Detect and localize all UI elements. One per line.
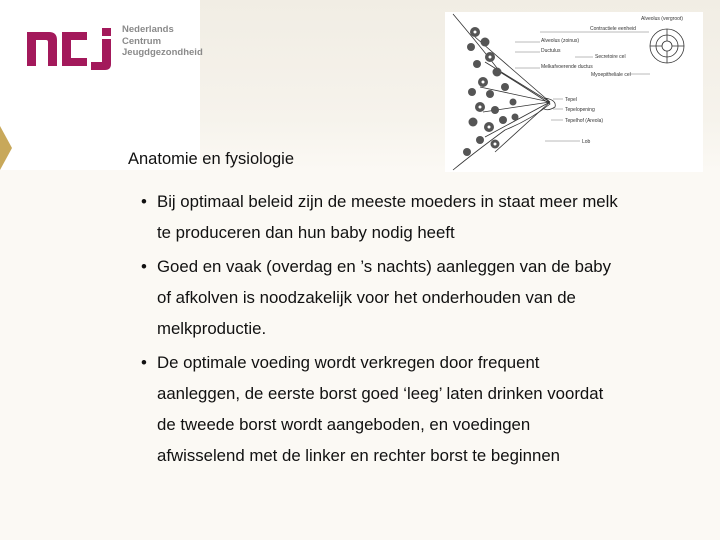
label-ductulus: Ductulus xyxy=(541,48,561,54)
bullet-item xyxy=(141,186,701,248)
label-lob: Lob xyxy=(582,139,591,145)
bullet-list xyxy=(141,186,701,474)
bullet-item xyxy=(141,347,701,471)
bullet-line: de tweede borst wordt aangeboden, en voedingen xyxy=(157,415,531,434)
bullet-line: Goed en vaak (overdag en ’s nachts) aanleggen van de baby xyxy=(157,257,612,276)
bullet-line: te produceren dan hun baby nodig heeft xyxy=(157,223,455,242)
label-contractiele: Contractiele eenheid xyxy=(590,26,636,32)
label-tepelopening: Tepelopening xyxy=(565,107,595,113)
bullet-line: Bij optimaal beleid zijn de meeste moeders in staat meer melk xyxy=(157,192,618,211)
label-tepel: Tepel xyxy=(565,97,577,103)
logo-text xyxy=(122,24,232,59)
bullet-line: of afkolven is noodzakelijk voor het onderhouden van de xyxy=(157,288,576,307)
bullet-dot: • xyxy=(141,353,147,372)
bullet-line: afwisselend met de linker en rechter borst te beginnen xyxy=(157,446,560,465)
bullet-dot: • xyxy=(141,257,147,276)
label-alveolus-zoinus: Alveolus (zoinus) xyxy=(541,38,580,44)
bullet-line: melkproductie. xyxy=(157,319,267,338)
slide-title: Anatomie en fysiologie xyxy=(128,150,295,168)
logo-line: Centrum xyxy=(122,35,162,47)
logo-line: Nederlands xyxy=(122,24,174,35)
ncj-logo-mark xyxy=(27,28,119,70)
bullet-dot: • xyxy=(141,192,147,211)
breast-anatomy-illustration xyxy=(445,12,703,172)
label-secretoire: Secretoire cel xyxy=(595,54,626,60)
bullet-line: De optimale voeding wordt verkregen door frequent xyxy=(157,353,540,372)
label-alveolus: Alveolus (vergroot) xyxy=(641,16,683,22)
bullet-line: aanleggen, de eerste borst goed ‘leeg’ laten drinken voordat xyxy=(157,384,604,403)
label-melk-ductus: Melkafvoerende ductus xyxy=(541,64,593,70)
logo-panel xyxy=(0,0,203,170)
logo-line: Jeugdgezondheid xyxy=(122,47,203,58)
slide-marker-arrow xyxy=(0,126,12,170)
label-myoepitheliale: Myoepitheliale cel xyxy=(591,72,631,78)
label-tepelhof: Tepelhof (Areola) xyxy=(565,118,604,124)
bullet-item xyxy=(141,251,701,344)
